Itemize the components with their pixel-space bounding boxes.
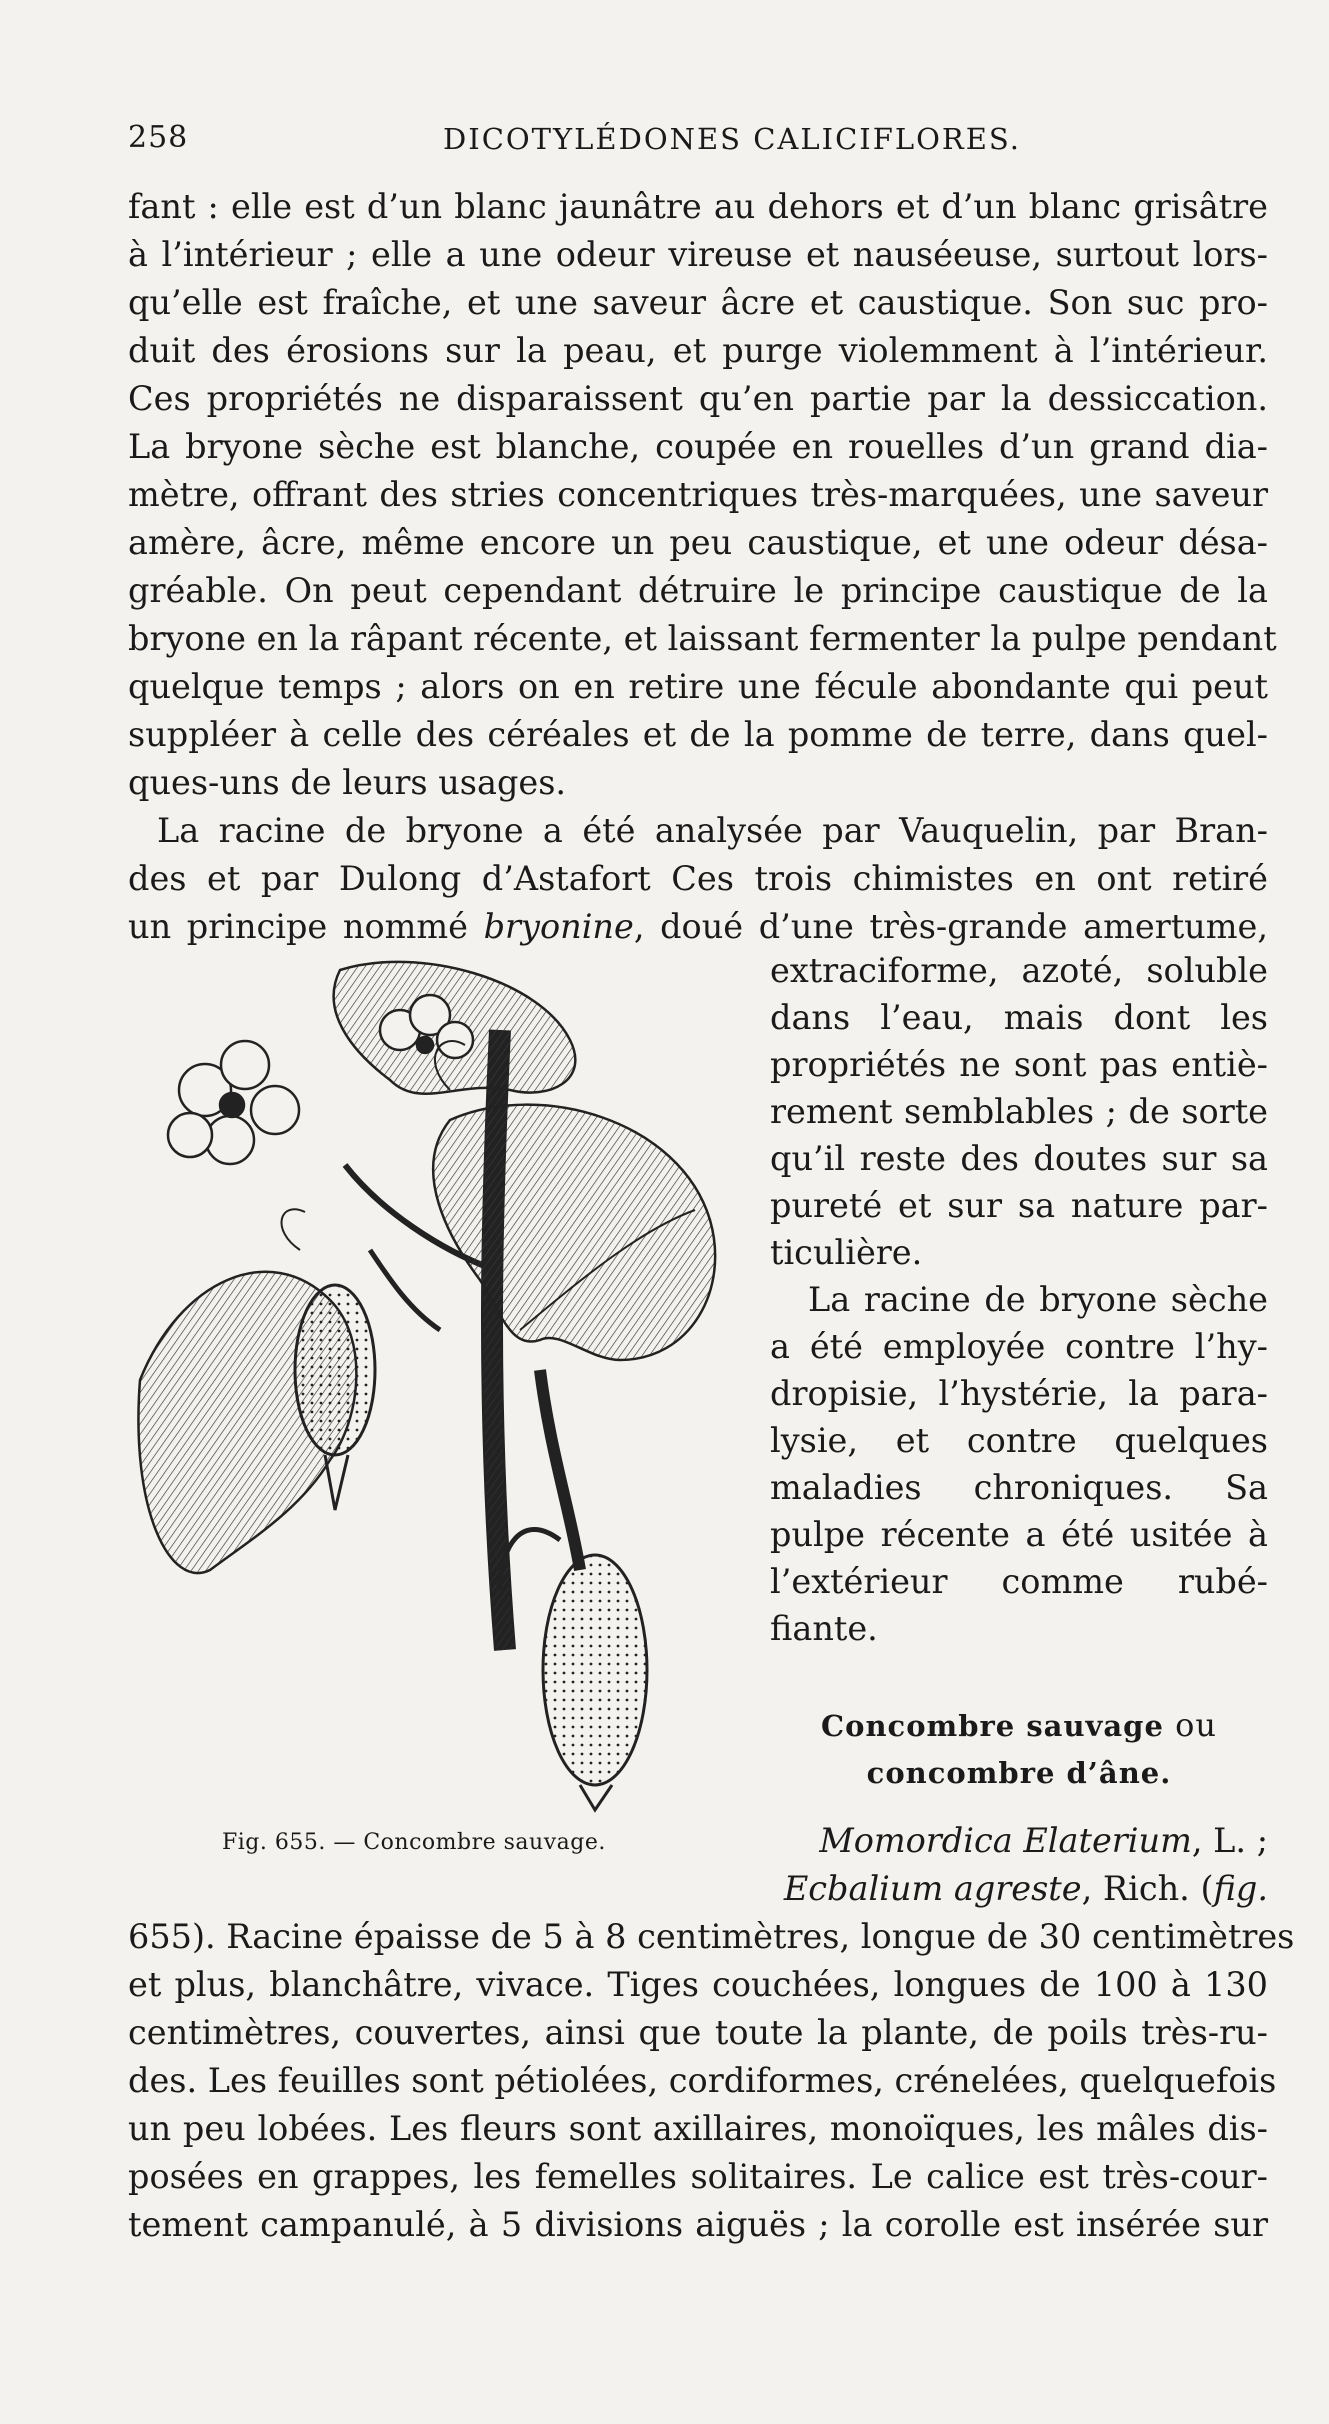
- text-line: mètre, offrant des stries concentriques très-marquées, une saveur: [128, 475, 1268, 514]
- text-line: a été employée contre l’hy-: [770, 1327, 1268, 1366]
- page-number: 258: [128, 120, 189, 155]
- text-line: ques-uns de leurs usages.: [128, 763, 567, 802]
- text-line: fant : elle est d’un blanc jaunâtre au dehors et d’un blanc grisâtre: [128, 187, 1268, 226]
- text-line: un peu lobées. Les fleurs sont axillaires, monoïques, les mâles dis-: [128, 2109, 1268, 2148]
- text-line: fiante.: [770, 1609, 878, 1648]
- text-line: Ces propriétés ne disparaissent qu’en partie par la dessiccation.: [128, 379, 1268, 418]
- text-line: Momordica Elaterium, L. ;: [819, 1821, 1268, 1860]
- text-line: centimètres, couvertes, ainsi que toute la plante, de poils très-ru-: [128, 2013, 1268, 2052]
- text-line: bryone en la râpant récente, et laissant fermenter la pulpe pendant: [128, 619, 1277, 658]
- text-line: quelque temps ; alors on en retire une fécule abondante qui peut: [128, 667, 1268, 706]
- text-line: La racine de bryone sèche: [808, 1280, 1268, 1319]
- running-title: DICOTYLÉDONES CALICIFLORES.: [443, 122, 1021, 156]
- plant-illustration: [120, 950, 740, 1820]
- text-line: posées en grappes, les femelles solitaires. Le calice est très-cour-: [128, 2157, 1268, 2196]
- text-line: Ecbalium agreste, Rich. (fig.: [783, 1869, 1268, 1908]
- text-line: dans l’eau, mais dont les: [770, 998, 1268, 1037]
- text-line: des. Les feuilles sont pétiolées, cordiformes, crénelées, quelquefois: [128, 2061, 1277, 2100]
- text-line: qu’il reste des doutes sur sa: [770, 1139, 1268, 1178]
- text-line: pulpe récente a été usitée à: [770, 1515, 1268, 1554]
- text-line: 655). Racine épaisse de 5 à 8 centimètres, longue de 30 centimètres: [128, 1917, 1295, 1956]
- text-line: duit des érosions sur la peau, et purge violemment à l’intérieur.: [128, 331, 1268, 370]
- text-line: gréable. On peut cependant détruire le principe caustique de la: [128, 571, 1268, 610]
- text-line: dropisie, l’hystérie, la para-: [770, 1374, 1268, 1413]
- text-line: propriétés ne sont pas entiè-: [770, 1045, 1268, 1084]
- page-header: [128, 120, 1268, 160]
- figure-caption: Fig. 655. — Concombre sauvage.: [222, 1830, 606, 1855]
- text-line: qu’elle est fraîche, et une saveur âcre et caustique. Son suc pro-: [128, 283, 1268, 322]
- text-line: un principe nommé bryonine, doué d’une très-grande amertume,: [128, 907, 1268, 946]
- text-line: suppléer à celle des céréales et de la pomme de terre, dans quel-: [128, 715, 1268, 754]
- text-line: maladies chroniques. Sa: [770, 1468, 1268, 1507]
- text-line: extraciforme, azoté, soluble: [770, 951, 1268, 990]
- text-line: amère, âcre, même encore un peu caustique, et une odeur désa-: [128, 523, 1268, 562]
- text-line: l’extérieur comme rubé-: [770, 1562, 1268, 1601]
- text-line: rement semblables ; de sorte: [770, 1092, 1268, 1131]
- text-line: tement campanulé, à 5 divisions aiguës ; la corolle est insérée sur: [128, 2205, 1268, 2244]
- text-line: La racine de bryone a été analysée par Vauquelin, par Bran-: [157, 811, 1268, 850]
- text-line: et plus, blanchâtre, vivace. Tiges couchées, longues de 100 à 130: [128, 1965, 1268, 2004]
- text-line: ticulière.: [770, 1233, 923, 1272]
- text-line: pureté et sur sa nature par-: [770, 1186, 1268, 1225]
- section-heading: concombre d’âne.: [866, 1756, 1172, 1790]
- text-line: à l’intérieur ; elle a une odeur vireuse et nauséeuse, surtout lors-: [128, 235, 1268, 274]
- text-line: lysie, et contre quelques: [770, 1421, 1268, 1460]
- text-line: La bryone sèche est blanche, coupée en rouelles d’un grand dia-: [128, 427, 1268, 466]
- section-heading: Concombre sauvage ou: [821, 1706, 1217, 1744]
- text-line: des et par Dulong d’Astafort Ces trois chimistes en ont retiré: [128, 859, 1268, 898]
